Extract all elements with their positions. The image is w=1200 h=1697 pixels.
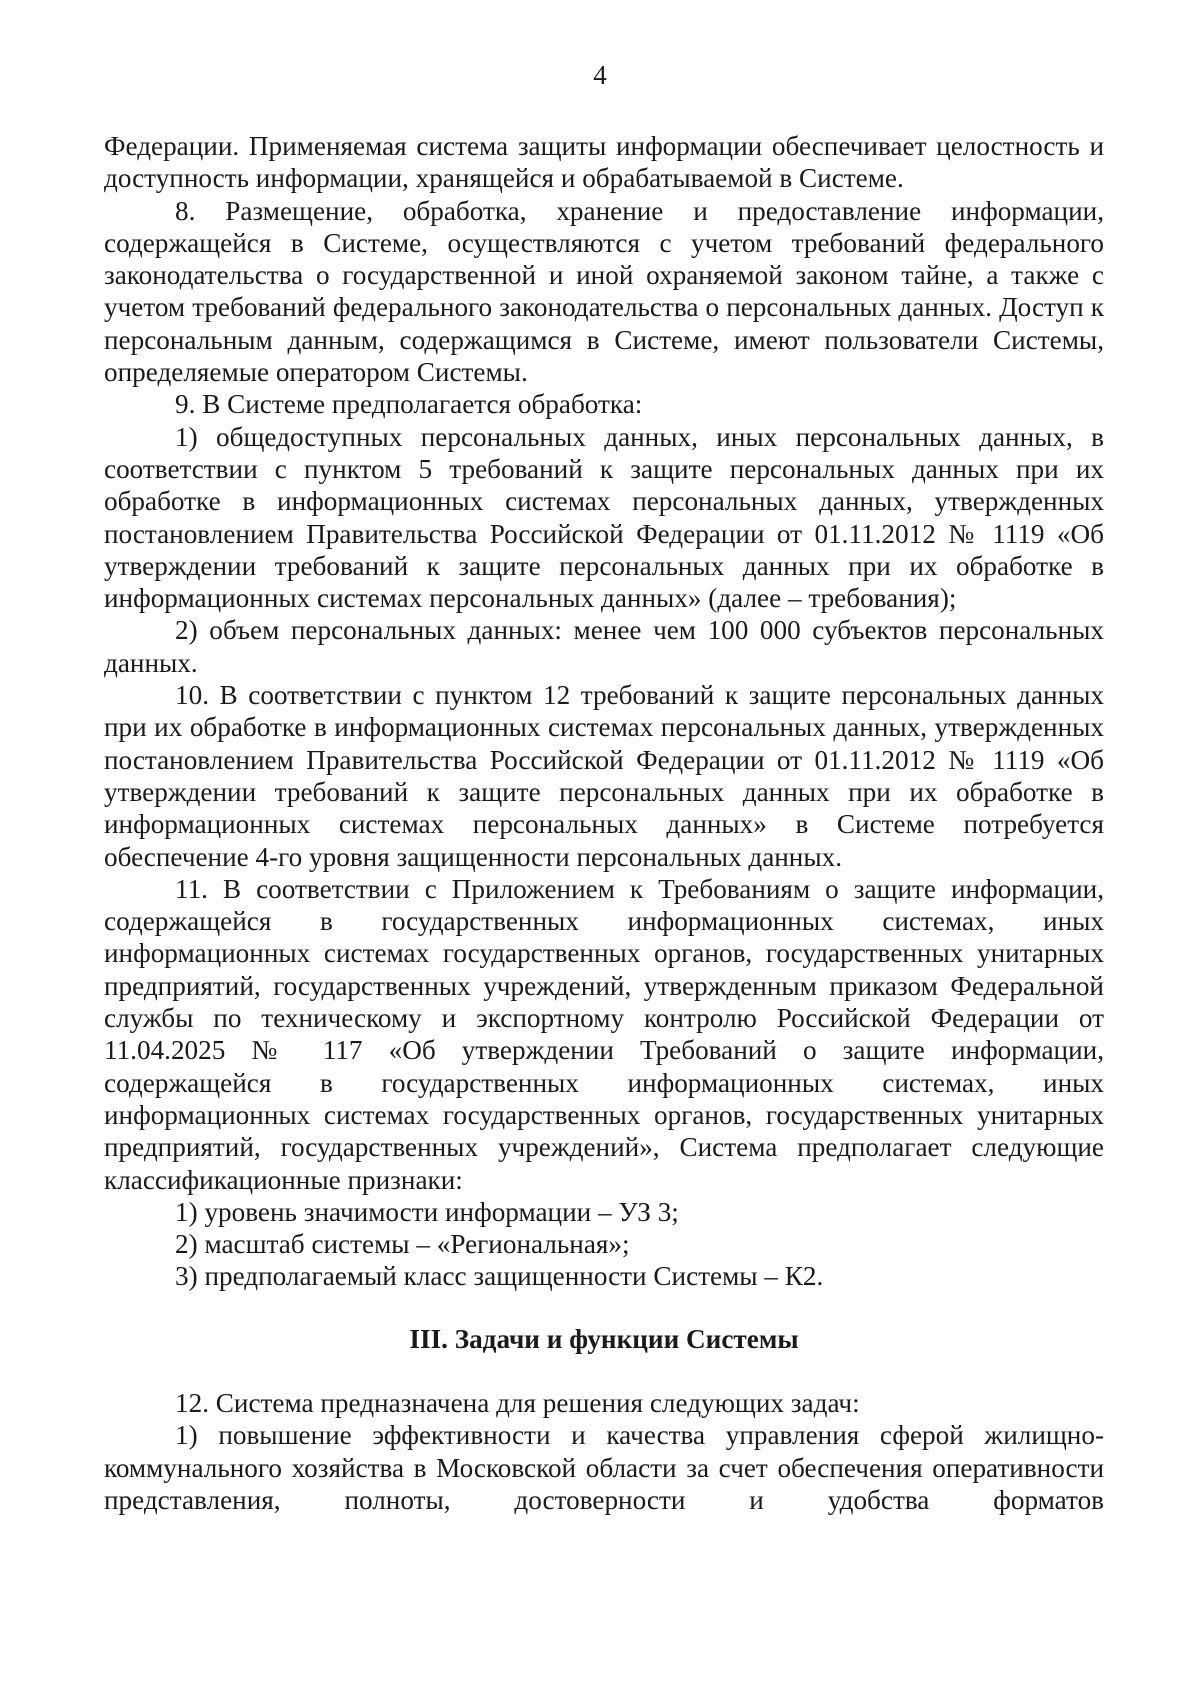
section-heading: III. Задачи и функции Системы [409,1323,799,1354]
paragraph-item-11-sub-2: 2) масштаб системы – «Региональная»; [175,1229,630,1260]
paragraph-item-8: 8. Размещение, обработка, хранение и предоставление информации, содержащейся в Системе, осуществляются с учетом требований федерального законодательства о государственной и иной охраняемой законом тайне, а также с учетом требований федерального законодательства о персональных данных. Доступ к персональным данным, содержащимся в Системе, имеют пользователи Системы, определяемые оператором Системы. [104,195,1104,388]
paragraph-item-11: 11. В соответствии с Приложением к Требованиям о защите информации, содержащейся в государственных информационных системах, иных информационных системах государственных органов, государственных унитарных предприятий, государственных учреждений, утвержденным приказом Федеральной службы по техническому и экспортному контролю Российской Федерации от 11.04.2025 № 117 «Об утверждении Требований о защите информации, содержащейся в государственных информационных системах, иных информационных системах государственных органов, государственных унитарных предприятий, государственных учреждений», Система предполагает следующие классификационные признаки: [104,873,1104,1195]
paragraph-item-11-sub-3: 3) предполагаемый класс защищенности Системы – К2. [175,1261,824,1292]
paragraph-item-10: 10. В соответствии с пунктом 12 требований к защите персональных данных при их обработке в информационных системах персональных данных, утвержденных постановлением Правительства Российской Федерации от 01.11.2012 № 1119 «Об утверждении требований к защите персональных данных при их обработке в информационных системах персональных данных» в Системе потребуется обеспечение 4-го уровня защищенности персональных данных. [104,680,1104,872]
paragraph-item-9-sub-2: 2) объем персональных данных: менее чем 100 000 субъектов персональных данных. [104,615,1104,678]
paragraph-item-12-sub-1: 1) повышение эффективности и качества управления сферой жилищно-коммунального хозяйства в Московской области за счет обеспечения оперативности представления, полноты, достоверности и удобства форматов [104,1420,1104,1515]
document-body [104,130,1104,1516]
paragraph-item-12: 12. Система предназначена для решения следующих задач: [175,1387,860,1418]
paragraph-item-9-sub-1: 1) общедоступных персональных данных, иных персональных данных, в соответствии с пунктом 5 требований к защите персональных данных при их обработке в информационных системах персональных данных, утвержденных постановлением Правительства Российской Федерации от 01.11.2012 № 1119 «Об утверждении требований к защите персональных данных при их обработке в информационных системах персональных данных» (далее – требования); [104,421,1104,614]
paragraph-item-9: 9. В Системе предполагается обработка: [175,389,643,420]
paragraph-continuation: Федерации. Применяемая система защиты информации обеспечивает целостность и доступность информации, хранящейся и обрабатываемой в Системе. [104,131,1104,194]
page-number: 4 [593,60,607,90]
paragraph-item-11-sub-1: 1) уровень значимости информации – УЗ 3; [175,1196,679,1227]
